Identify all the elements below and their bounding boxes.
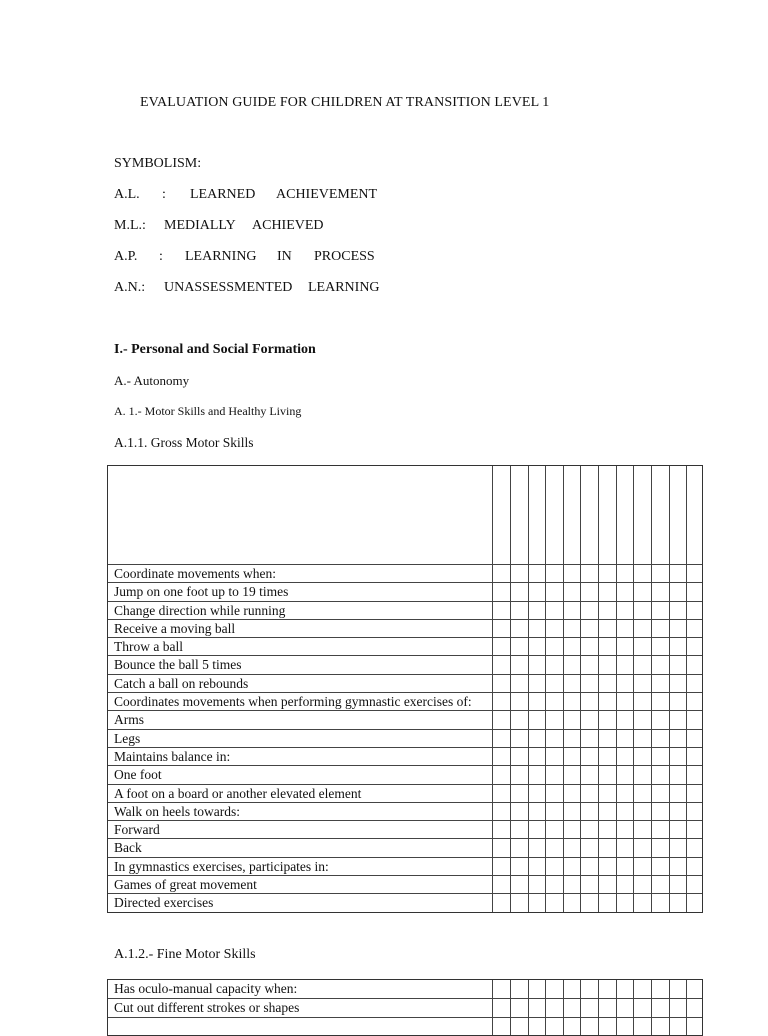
symbol-colon: : xyxy=(162,187,166,202)
table-row xyxy=(108,747,702,765)
row-label: A foot on a board or another elevated element xyxy=(114,785,362,801)
column-divider xyxy=(510,980,511,1035)
table-row xyxy=(108,784,702,802)
table-row xyxy=(108,980,702,998)
row-label: Coordinates movements when performing gymnastic exercises of: xyxy=(114,694,472,710)
table-row xyxy=(108,838,702,856)
column-divider xyxy=(545,980,546,1035)
column-divider xyxy=(686,980,687,1035)
fine-motor-title: A.1.2.- Fine Motor Skills xyxy=(114,947,256,962)
subsubsection-title: A. 1.- Motor Skills and Healthy Living xyxy=(114,404,302,418)
table-row xyxy=(108,998,702,1016)
column-divider xyxy=(510,466,511,912)
table-row xyxy=(108,619,702,637)
table-row xyxy=(108,692,702,710)
symbol-code: M.L.: xyxy=(114,218,146,233)
column-divider xyxy=(633,980,634,1035)
table-row xyxy=(108,729,702,747)
symbol-code: A.P. xyxy=(114,249,138,264)
symbol-word: UNASSESSMENTED xyxy=(164,280,293,295)
row-label: Throw a ball xyxy=(114,639,183,655)
symbol-word: ACHIEVED xyxy=(252,218,324,233)
row-label: Cut out different strokes or shapes xyxy=(114,1000,300,1016)
table-row xyxy=(108,802,702,820)
column-divider xyxy=(651,980,652,1035)
symbol-word: LEARNED xyxy=(190,187,256,202)
row-label: Change direction while running xyxy=(114,602,286,618)
column-divider xyxy=(563,980,564,1035)
column-divider xyxy=(633,466,634,912)
column-divider xyxy=(669,980,670,1035)
gross-motor-table xyxy=(107,465,703,913)
row-label: Arms xyxy=(114,712,144,728)
row-label: Back xyxy=(114,840,142,856)
column-divider xyxy=(580,466,581,912)
section-title: I.- Personal and Social Formation xyxy=(114,342,316,357)
column-divider xyxy=(651,466,652,912)
row-label: Forward xyxy=(114,822,160,838)
table-row xyxy=(108,582,702,600)
row-label: Has oculo-manual capacity when: xyxy=(114,981,298,996)
row-label: Receive a moving ball xyxy=(114,620,236,636)
subsection-title: A.- Autonomy xyxy=(114,373,190,388)
column-divider xyxy=(563,466,564,912)
row-label: Bounce the ball 5 times xyxy=(114,657,242,673)
column-divider xyxy=(616,466,617,912)
column-divider xyxy=(492,466,493,912)
page-title: EVALUATION GUIDE FOR CHILDREN AT TRANSITION LEVEL 1 xyxy=(140,95,550,110)
column-divider xyxy=(598,980,599,1035)
table-row xyxy=(108,820,702,838)
column-divider xyxy=(669,466,670,912)
symbol-colon: : xyxy=(159,249,163,264)
symbol-word: IN xyxy=(277,249,292,264)
row-label: One foot xyxy=(114,767,162,783)
row-label: In gymnastics exercises, participates in: xyxy=(114,858,329,874)
column-divider xyxy=(545,466,546,912)
table-row xyxy=(108,1017,702,1035)
row-label: Walk on heels towards: xyxy=(114,803,241,819)
column-divider xyxy=(598,466,599,912)
table-row xyxy=(108,875,702,893)
row-label: Maintains balance in: xyxy=(114,748,231,764)
column-divider xyxy=(686,466,687,912)
symbol-word: ACHIEVEMENT xyxy=(276,187,378,202)
table-header-row xyxy=(108,466,702,564)
table-row xyxy=(108,674,702,692)
row-label: Coordinate movements when: xyxy=(114,566,276,581)
symbol-word: LEARNING xyxy=(308,280,380,295)
symbol-word: MEDIALLY xyxy=(164,218,236,233)
table-row xyxy=(108,765,702,783)
row-label: Games of great movement xyxy=(114,877,257,893)
row-label: Catch a ball on rebounds xyxy=(114,675,249,691)
symbol-code: A.N.: xyxy=(114,280,146,295)
gross-motor-title: A.1.1. Gross Motor Skills xyxy=(114,435,254,450)
column-divider xyxy=(528,466,529,912)
row-label: Legs xyxy=(114,730,141,746)
table-row xyxy=(108,637,702,655)
row-label: Directed exercises xyxy=(114,895,214,911)
symbol-word: PROCESS xyxy=(314,249,375,264)
row-label: Jump on one foot up to 19 times xyxy=(114,584,289,600)
table-row xyxy=(108,857,702,875)
table-row xyxy=(108,601,702,619)
table-row xyxy=(108,710,702,728)
table-row xyxy=(108,893,702,911)
column-divider xyxy=(492,980,493,1035)
symbol-code: A.L. xyxy=(114,187,140,202)
table-row xyxy=(108,655,702,673)
column-divider xyxy=(616,980,617,1035)
symbolism-heading: SYMBOLISM: xyxy=(114,156,202,171)
fine-motor-table xyxy=(107,979,703,1036)
table-row xyxy=(108,564,702,582)
symbol-word: LEARNING xyxy=(185,249,257,264)
column-divider xyxy=(528,980,529,1035)
column-divider xyxy=(580,980,581,1035)
